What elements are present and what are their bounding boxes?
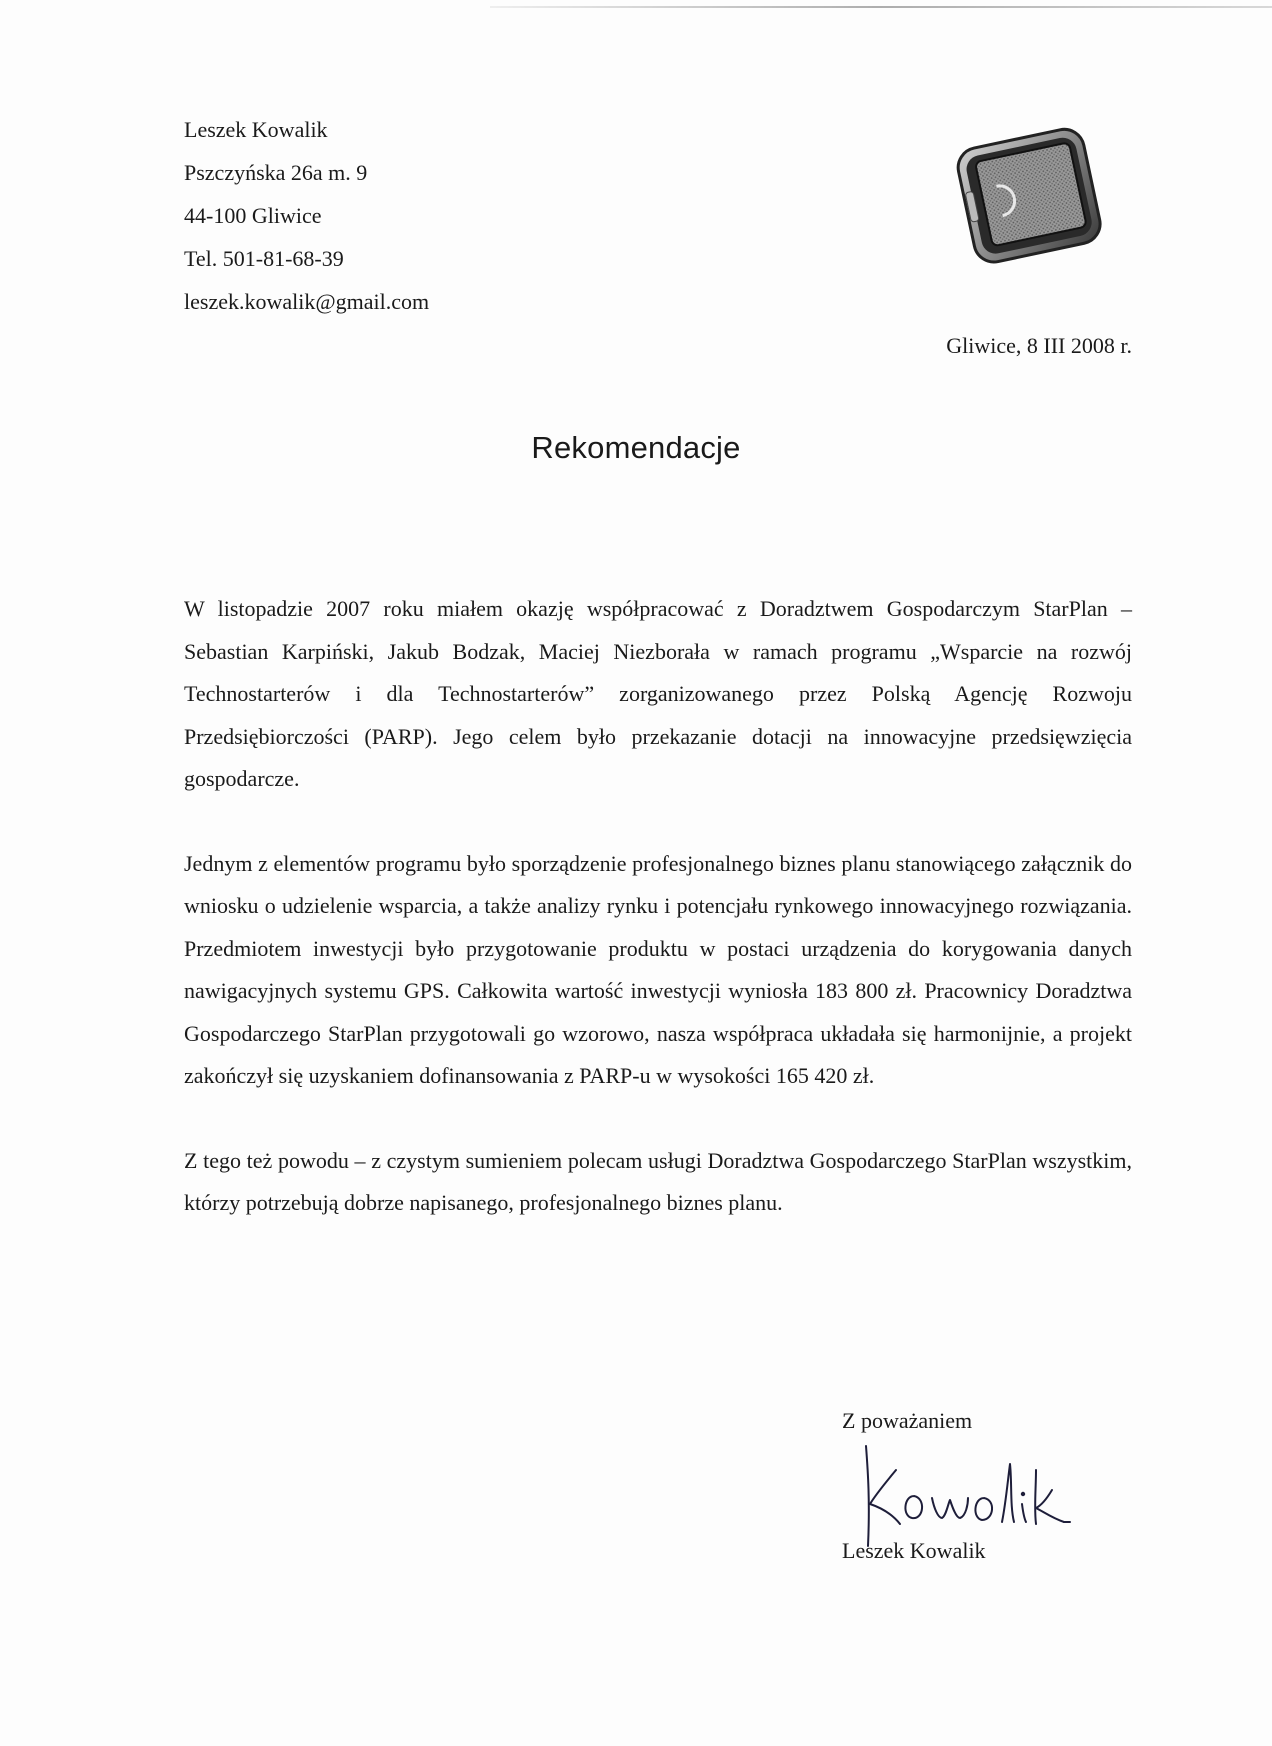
closing-phrase: Z poważaniem xyxy=(842,1408,973,1433)
signer-name: Leszek Kowalik xyxy=(842,1538,986,1563)
sender-name: Leszek Kowalik xyxy=(184,117,328,142)
paragraph-3: Z tego też powodu – z czystym sumieniem polecam usługi Doradztwa Gospodarczego StarPlan wszystkim, którzy potrzebują dobrze napisanego, profesjonalnego biznes planu. xyxy=(184,1147,1132,1215)
page-title: Rekomendacje xyxy=(531,430,741,465)
letter-date: Gliwice, 8 III 2008 r. xyxy=(946,333,1132,358)
sender-street: Pszczyńska 26a m. 9 xyxy=(184,160,368,185)
gps-device-icon xyxy=(948,110,1108,290)
handwritten-signature xyxy=(852,1442,1072,1552)
sender-email: leszek.kowalik@gmail.com xyxy=(184,289,430,314)
sender-city: 44-100 Gliwice xyxy=(184,203,322,228)
sender-block xyxy=(184,108,429,323)
sender-phone: Tel. 501-81-68-39 xyxy=(184,246,344,271)
letter-body xyxy=(184,588,1132,1267)
paragraph-1: W listopadzie 2007 roku miałem okazję współpracować z Doradztwem Gospodarczym StarPlan – Sebastian Karpiński, Jakub Bodzak, Maciej Niezborała w ramach programu „Wsparcie na rozwój Technostarterów i dla Technostarterów” zorganizowanego przez Polską Agencję Rozwoju Przedsiębiorczości (PARP). Jego celem było przekazanie dotacji na innowacyjne przedsięwzięcia gospodarcze. xyxy=(184,596,1132,791)
scan-edge-line xyxy=(490,6,1272,8)
paragraph-2: Jednym z elementów programu było sporządzenie profesjonalnego biznes planu stanowiącego załącznik do wniosku o udzielenie wsparcia, a także analizy rynku i potencjału rynkowego innowacyjnego rozwiązania. Przedmiotem inwestycji było przygotowanie produktu w postaci urządzenia do korygowania danych nawigacyjnych systemu GPS. Całkowita wartość inwestycji wyniosła 183 800 zł. Pracownicy Doradztwa Gospodarczego StarPlan przygotowali go wzorowo, nasza współpraca układała się harmonijnie, a projekt zakończył się uzyskaniem dofinansowania z PARP-u w wysokości 165 420 zł. xyxy=(184,850,1132,1088)
